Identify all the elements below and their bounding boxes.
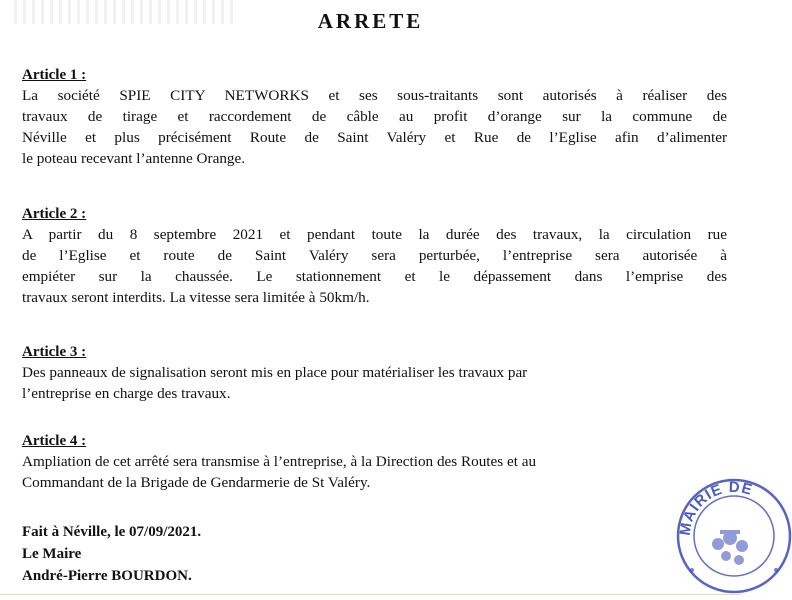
article-4-line: Commandant de la Brigade de Gendarmerie de St Valéry. [22, 474, 371, 491]
article-1-line: travaux de tirage et raccordement de câble au profit d’orange sur la commune de [22, 108, 727, 125]
article-3 [22, 343, 727, 404]
article-1 [22, 66, 727, 169]
article-1-line: le poteau recevant l’antenne Orange. [22, 150, 246, 167]
article-1-line: La société SPIE CITY NETWORKS et ses sous-traitants sont autorisés à réaliser des [22, 87, 727, 104]
article-3-line: Des panneaux de signalisation seront mis en place pour matérialiser les travaux par [22, 364, 528, 381]
article-2-line: A partir du 8 septembre 2021 et pendant toute la durée des travaux, la circulation rue [22, 226, 727, 243]
article-2-line: travaux seront interdits. La vitesse sera limitée à 50km/h. [22, 289, 370, 306]
svg-text:MAIRIE DE [677, 479, 755, 537]
article-3-heading: Article 3 : [22, 344, 87, 360]
article-1-heading: Article 1 : [22, 67, 87, 83]
signature-role: Le Maire [22, 546, 82, 562]
article-4-line: Ampliation de cet arrêté sera transmise à l’entreprise, à la Direction des Routes et au [22, 453, 537, 470]
document-title: ARRETE [317, 9, 424, 33]
article-2-heading: Article 2 : [22, 206, 87, 222]
signature-name: André-Pierre BOURDON. [22, 568, 192, 584]
seal-text: MAIRIE DE [676, 478, 755, 537]
article-4-heading: Article 4 : [22, 433, 87, 449]
page-bottom-rule [0, 594, 741, 595]
article-4 [22, 432, 727, 493]
article-2-body [22, 224, 727, 308]
article-3-line: l’entreprise en charge des travaux. [22, 385, 231, 402]
article-3-body [22, 362, 727, 404]
mairie-seal-stamp [672, 474, 792, 594]
article-2-line: empiéter sur la chaussée. Le stationnement et le dépassement dans l’emprise des [22, 268, 727, 285]
article-2-line: de l’Eglise et route de Saint Valéry sera perturbée, l’entreprise sera autorisée à [22, 247, 727, 264]
signature-block [22, 521, 201, 587]
article-4-body [22, 451, 727, 493]
article-1-body [22, 85, 727, 169]
article-2 [22, 205, 727, 308]
article-1-line: Néville et plus précisément Route de Saint Valéry et Rue de l’Eglise afin d’alimenter [22, 129, 727, 146]
signature-place-date: Fait à Néville, le 07/09/2021. [22, 524, 202, 540]
